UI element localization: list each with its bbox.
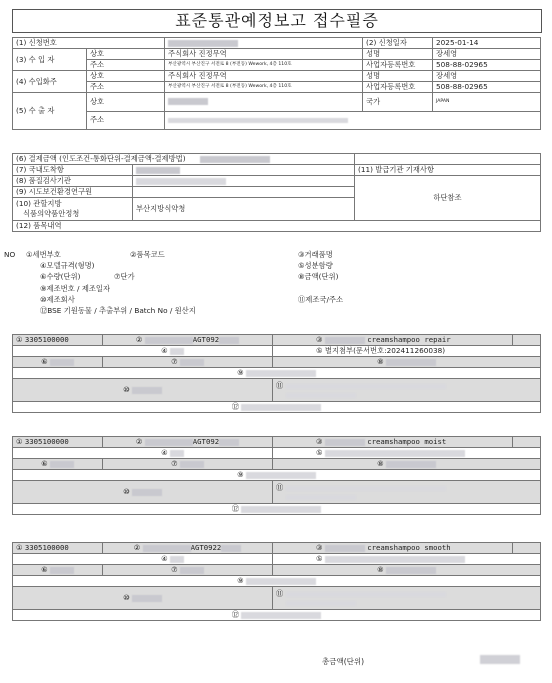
- item1-hs: ① 3305100000: [13, 335, 103, 346]
- owner-company-label: 상호: [87, 71, 165, 82]
- owner-ceo-label: 성명: [363, 71, 433, 82]
- item-table-2: [12, 436, 541, 515]
- item1-maker: ⑩: [13, 379, 273, 402]
- importer-ceo-label: 성명: [363, 49, 433, 60]
- item1-origin: ⑪: [273, 379, 541, 402]
- items-legend: [4, 249, 538, 316]
- document-title: 표준통관예정보고 접수필증: [12, 9, 542, 33]
- legend-batch: ⑨제조번호 / 제조일자: [40, 283, 111, 293]
- inspection-agency-label: (8) 품질검사기관: [13, 176, 133, 187]
- issuer-notes-label: (11) 발급기관 기재사항: [355, 165, 541, 176]
- legend-model: ④모델규격(형명): [40, 261, 95, 271]
- legend-qty: ⑥수량(단위): [40, 272, 81, 282]
- legend-price: ⑦단가: [114, 272, 135, 282]
- item3-amount: ⑧: [273, 565, 541, 576]
- arrival-port-value: [133, 165, 355, 176]
- item-table-1: [12, 334, 541, 413]
- importer-company-value: 주식회사 진정무역: [165, 49, 363, 60]
- legend-bse: ⑫BSE 기원동물 / 추출부위 / Batch No / 원산지: [40, 305, 196, 315]
- owner-bizno-value: 508-88-02965: [433, 82, 541, 93]
- item3-maker: ⑩: [13, 587, 273, 610]
- health-institute-label: (9) 시도보건환경연구원: [13, 187, 133, 198]
- item3-qty: ⑥: [13, 565, 103, 576]
- item3-code: ② AGT0922: [103, 543, 273, 554]
- total-amount-label: 총금액(단위): [322, 657, 365, 666]
- item2-ingredient: ⑤: [273, 448, 541, 459]
- exporter-address-label: 주소: [87, 111, 165, 130]
- importer-label: (3) 수 입 자: [13, 49, 87, 71]
- legend-name: ③거래품명: [298, 250, 333, 259]
- item1-model: ④: [13, 346, 273, 357]
- item2-model: ④: [13, 448, 273, 459]
- item1-code: ② AGT092: [103, 335, 273, 346]
- item1-ingredient: ⑤ 별지첨부(문서번호:202411260038): [273, 346, 541, 357]
- applicant-no-label: (1) 신청번호: [13, 38, 165, 49]
- item1-name: ③ creamshampoo repair: [273, 335, 513, 346]
- item1-bse: ⑫: [13, 402, 541, 413]
- legend-maker: ⑩제조회사: [40, 294, 75, 304]
- owner-label: (4) 수입화주: [13, 71, 87, 93]
- exporter-country-value: JAPAN: [433, 93, 541, 112]
- legend-no: NO: [4, 250, 16, 259]
- header-table: [12, 37, 541, 130]
- item3-origin: ⑪: [273, 587, 541, 610]
- owner-address-label: 주소: [87, 82, 165, 93]
- item3-price: ⑦: [103, 565, 273, 576]
- item3-ingredient: ⑤: [273, 554, 541, 565]
- legend-ingredient: ⑤성분함량: [298, 261, 333, 271]
- arrival-port-label: (7) 국내도착항: [13, 165, 133, 176]
- legend-code: ②품목코드: [130, 250, 165, 259]
- total-amount-value: [480, 655, 520, 664]
- item2-name: ③ creamshampoo moist: [273, 437, 513, 448]
- item2-price: ⑦: [103, 459, 273, 470]
- item2-origin: ⑪: [273, 481, 541, 504]
- importer-company-label: 상호: [87, 49, 165, 60]
- exporter-country-label: 국가: [363, 93, 433, 112]
- importer-bizno-label: 사업자등록번호: [363, 60, 433, 71]
- item1-amount: ⑧: [273, 357, 541, 368]
- owner-ceo-value: 장세영: [433, 71, 541, 82]
- item1-batch: ⑨: [13, 368, 541, 379]
- item3-batch: ⑨: [13, 576, 541, 587]
- item2-code: ② AGT092: [103, 437, 273, 448]
- importer-address-value: 부산광역시 부산진구 서전로 8 (부전동) Wework, 4층 110호: [165, 60, 363, 71]
- payment-spacer: [355, 154, 541, 165]
- jurisdiction-value: 부산지방식약청: [133, 198, 355, 221]
- health-institute-value: [133, 187, 355, 198]
- owner-address-value: 부산광역시 부산진구 서전로 8 (부전동) Wework, 4층 110호: [165, 82, 363, 93]
- apply-date-value: 2025-01-14: [433, 38, 541, 49]
- exporter-label: (5) 수 출 자: [13, 93, 87, 130]
- info-table: [12, 153, 541, 232]
- exporter-address-value: [165, 111, 541, 130]
- item3-bse: ⑫: [13, 610, 541, 621]
- importer-ceo-value: 장세영: [433, 49, 541, 60]
- applicant-no-value: [165, 38, 363, 49]
- issuer-notes-value: 하단참조: [355, 176, 541, 221]
- legend-hs: ①세번부호: [26, 250, 61, 259]
- items-label: (12) 품목내역: [13, 221, 541, 232]
- item2-qty: ⑥: [13, 459, 103, 470]
- inspection-agency-value: [133, 176, 355, 187]
- item2-maker: ⑩: [13, 481, 273, 504]
- item2-amount: ⑧: [273, 459, 541, 470]
- apply-date-label: (2) 신청일자: [363, 38, 433, 49]
- importer-address-label: 주소: [87, 60, 165, 71]
- item3-name: ③ creamshampoo smooth: [273, 543, 513, 554]
- item2-hs: ① 3305100000: [13, 437, 103, 448]
- item2-bse: ⑫: [13, 504, 541, 515]
- exporter-company-value: [165, 93, 363, 112]
- item1-price: ⑦: [103, 357, 273, 368]
- exporter-company-label: 상호: [87, 93, 165, 112]
- item-table-3: [12, 542, 541, 621]
- owner-bizno-label: 사업자등록번호: [363, 82, 433, 93]
- item1-qty: ⑥: [13, 357, 103, 368]
- owner-company-value: 주식회사 진정무역: [165, 71, 363, 82]
- item3-hs: ① 3305100000: [13, 543, 103, 554]
- legend-origin: ⑪제조국/주소: [298, 294, 343, 304]
- item3-model: ④: [13, 554, 273, 565]
- payment-label: (6) 결제금액 (인도조건-통화단위-결제금액-결제방법): [13, 154, 355, 165]
- item2-batch: ⑨: [13, 470, 541, 481]
- jurisdiction-label: (10) 관할지방 식품의약품안정청: [13, 198, 133, 221]
- importer-bizno-value: 508-88-02965: [433, 60, 541, 71]
- legend-amount: ⑧금액(단위): [298, 272, 339, 282]
